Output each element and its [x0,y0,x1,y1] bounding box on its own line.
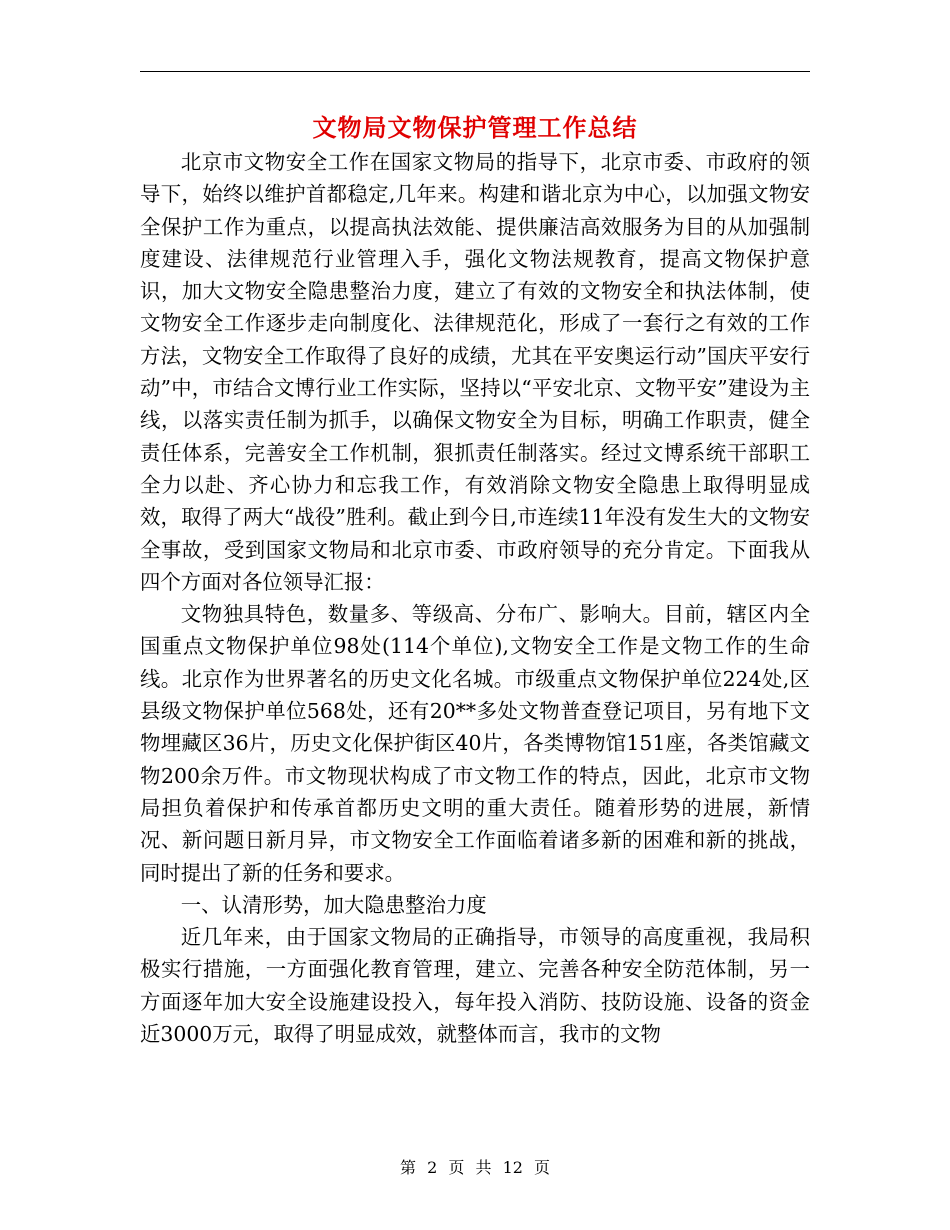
paragraph: 近几年来，由于国家文物局的正确指导，市领导的高度重视，我局积极实行措施，一方面强化教育管理，建立、完善各种安全防范体制，另一方面逐年加大安全设施建设投入，每年投入消防、技防设施、设备的资金近3000万元，取得了明显成效，就整体而言，我市的文物 [140,925,810,1047]
footer-total-prefix: 共 [475,1158,492,1177]
footer-total-unit: 页 [534,1158,551,1177]
paragraph: 文物独具特色，数量多、等级高、分布广、影响大。目前，辖区内全国重点文物保护单位98处(114个单位),文物安全工作是文物工作的生命线。北京作为世界著名的历史文化名城。市级重点文物保护单位224处,区县级文物保护单位568处，还有20**多处文物普查登记项目，另有地下文物埋藏区36片，历史文化保护街区40片，各类博物馆151座，各类馆藏文物200余万件。市文物现状构成了市文物工作的特点，因此，北京市文物局担负着保护和传承首都历史文明的重大责任。随着形势的进展，新情况、新问题日新月异，市文物安全工作面临着诸多新的困难和新的挑战，同时提出了新的任务和要求。 [140,602,810,885]
header-rule [140,71,810,72]
paragraph: 北京市文物安全工作在国家文物局的指导下，北京市委、市政府的领导下，始终以维护首都稳定,几年来。构建和谐北京为中心，以加强文物安全保护工作为重点，以提高执法效能、提供廉洁高效服务为目的从加强制度建设、法律规范行业管理入手，强化文物法规教育，提高文物保护意识，加大文物安全隐患整治力度，建立了有效的文物安全和执法体制，使文物安全工作逐步走向制度化、法律规范化，形成了一套行之有效的工作方法，文物安全工作取得了良好的成绩，尤其在平安奥运行动”国庆平安行动”中，市结合文博行业工作实际，坚持以“平安北京、文物平安”建设为主线，以落实责任制为抓手，以确保文物安全为目标，明确工作职责，健全责任体系，完善安全工作机制，狠抓责任制落实。经过文博系统干部职工全力以赴、齐心协力和忘我工作，有效消除文物安全隐患上取得明显成效，取得了两大“战役”胜利。截止到今日,市连续11年没有发生大的文物安全事故，受到国家文物局和北京市委、市政府领导的充分肯定。下面我从四个方面对各位领导汇报： [140,150,810,594]
page-number: 2 [427,1158,438,1177]
document-body [140,146,810,1050]
footer-prefix: 第 [399,1158,416,1177]
section-heading: 一、认清形势，加大隐患整治力度 [180,892,487,917]
footer-page-unit: 页 [448,1158,465,1177]
total-pages: 12 [502,1158,523,1177]
page-footer [140,1155,810,1178]
document-title: 文物局文物保护管理工作总结 [312,113,638,142]
